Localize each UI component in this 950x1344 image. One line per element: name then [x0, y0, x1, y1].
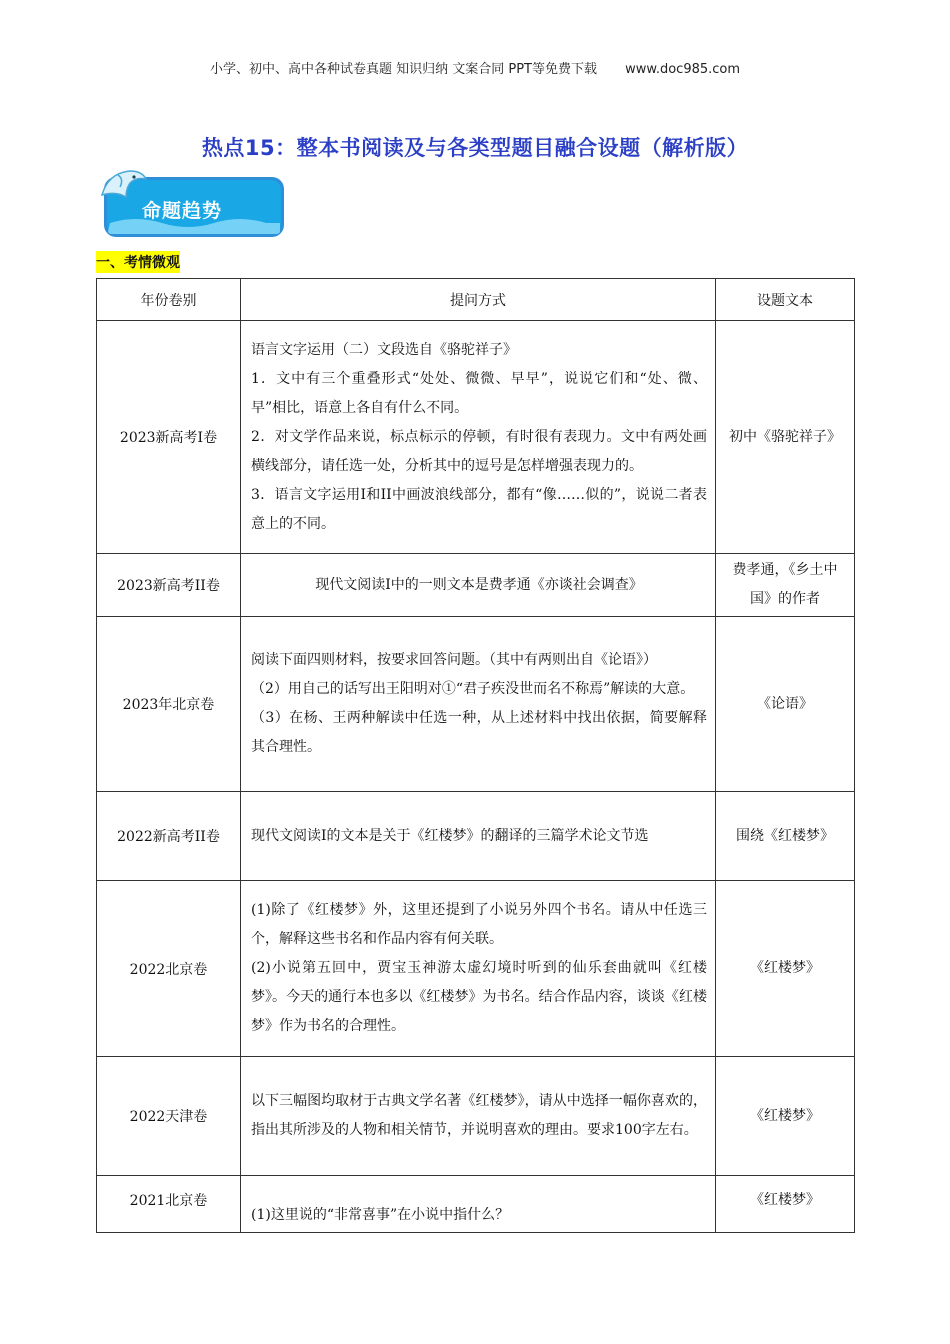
question-text: 阅读下面四则材料，按要求回答问题。（其中有两则出自《论语》）: [251, 652, 657, 668]
table-row: [97, 1176, 855, 1233]
cell-questions: [241, 321, 716, 554]
question-text: （3）在杨、王两种解读中任选一种，从上述材料中找出依据，简要解释其合理性。: [251, 710, 707, 755]
cell-year: 2022天津卷: [97, 1057, 241, 1176]
cell-questions: [241, 792, 716, 881]
cell-year: 2023新高考I卷: [97, 321, 241, 554]
cell-source: 《红楼梦》: [716, 881, 855, 1057]
cell-year: 2023新高考II卷: [97, 554, 241, 617]
cell-source: 《红楼梦》: [716, 1057, 855, 1176]
badge-label: 命题趋势: [142, 200, 223, 222]
table-header-row: [97, 279, 855, 321]
table-row: [97, 792, 855, 881]
table-row: [97, 554, 855, 617]
table-row: [97, 617, 855, 792]
question-text: 语言文字运用（二）文段选自《骆驼祥子》: [251, 341, 517, 358]
cell-questions: [241, 881, 716, 1057]
cell-year: 2022北京卷: [97, 881, 241, 1057]
question-text: (1)除了《红楼梦》外，这里还提到了小说另外四个书名。请从中任选三个，解释这些书名和作品内容有何关联。: [251, 902, 707, 947]
cell-questions: [241, 1057, 716, 1176]
cell-source: 初中《骆驼祥子》: [716, 321, 855, 554]
cell-questions: [241, 617, 716, 792]
question-text: （2）用自己的话写出王阳明对①“君子疾没世而名不称焉”解读的大意。: [251, 681, 695, 697]
cell-questions: [241, 554, 716, 617]
cell-source: 费孝通，《乡土中国》的作者: [716, 554, 855, 617]
question-text: 现代文阅读I的文本是关于《红楼梦》的翻译的三篇学术论文节选: [251, 827, 649, 844]
question-text: 3．语言文字运用I和II中画波浪线部分，都有“像……似的”，说说二者表意上的不同。: [251, 486, 707, 532]
page-header: [0, 58, 950, 77]
table-row: [97, 881, 855, 1057]
column-header-question: 提问方式: [241, 279, 716, 321]
header-url[interactable]: www.doc985.com: [625, 62, 741, 77]
question-text: (1)这里说的“非常喜事”在小说中指什么？: [251, 1207, 510, 1223]
cell-year: 2022新高考II卷: [97, 792, 241, 881]
cell-source: 《论语》: [716, 617, 855, 792]
cell-year: 2021北京卷: [97, 1176, 241, 1233]
question-text: 以下三幅图均取材于古典文学名著《红楼梦》，请从中选择一幅你喜欢的，指出其所涉及的人物和相关情节，并说明喜欢的理由。要求100字左右。: [251, 1093, 707, 1138]
header-slogan: 小学、初中、高中各种试卷真题 知识归纳 文案合同 PPT等免费下载: [209, 62, 597, 77]
question-text: 1．文中有三个重叠形式“处处、微微、早早”，说说它们和“处、微、早”相比，语意上各自有什么不同。: [251, 370, 707, 416]
table-row: [97, 321, 855, 554]
question-text: (2)小说第五回中，贾宝玉神游太虚幻境时听到的仙乐套曲就叫《红楼梦》。今天的通行本也多以《红楼梦》为书名。结合作品内容，谈谈《红楼梦》作为书名的合理性。: [251, 960, 707, 1034]
column-header-source: 设题文本: [716, 279, 855, 321]
table-row: [97, 1057, 855, 1176]
cell-source: 围绕《红楼梦》: [716, 792, 855, 881]
section-heading: 一、考情微观: [96, 251, 180, 273]
column-header-year: 年份卷别: [97, 279, 241, 321]
exam-table: [96, 278, 855, 1233]
question-text: 2．对文学作品来说，标点标示的停顿，有时很有表现力。文中有两处画横线部分，请任选一处，分析其中的逗号是怎样增强表现力的。: [251, 428, 707, 474]
cell-questions: [241, 1176, 716, 1233]
page-title: 热点15：整本书阅读及与各类型题目融合设题（解析版）: [201, 136, 749, 160]
cell-source: 《红楼梦》: [716, 1176, 855, 1233]
cell-year: 2023年北京卷: [97, 617, 241, 792]
question-text: 现代文阅读I中的一则文本是费孝通《亦谈社会调查》: [315, 576, 643, 593]
